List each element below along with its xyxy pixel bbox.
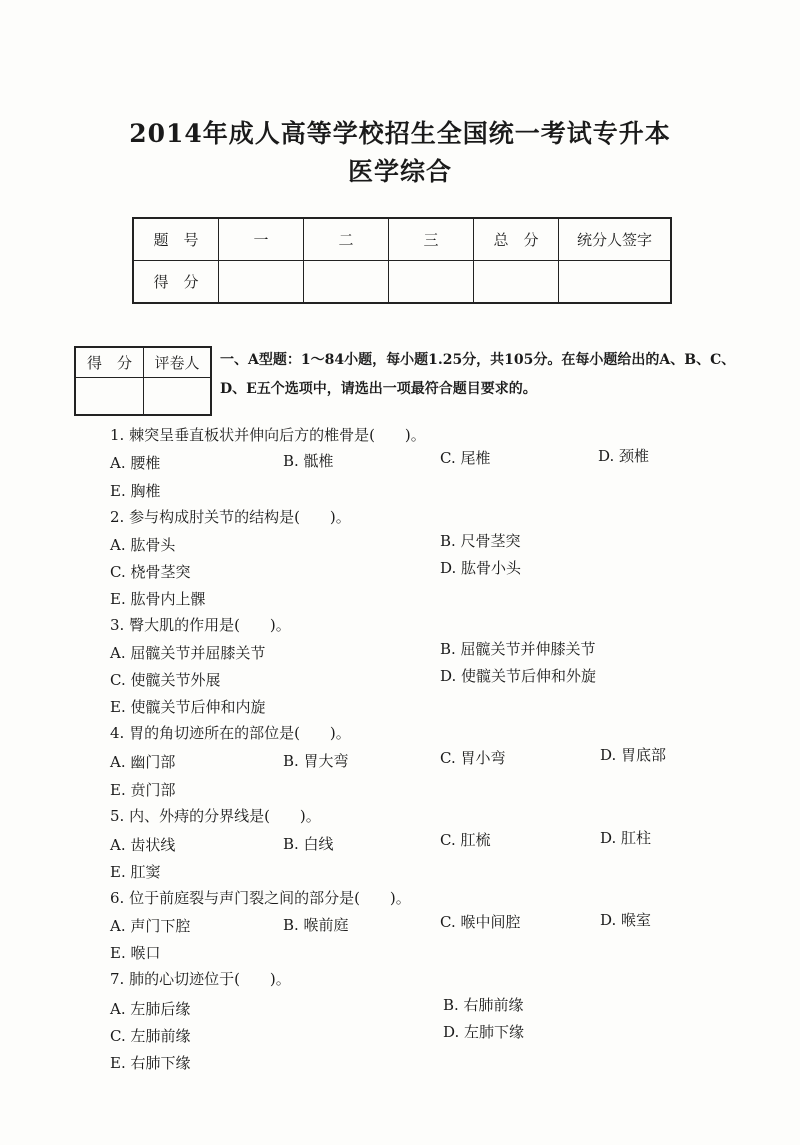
answer-option: B. 尺骨茎突: [440, 532, 521, 550]
score-header-cell: 统分人签字: [559, 218, 672, 261]
answer-option: D. 喉室: [600, 911, 652, 929]
score-cell[interactable]: [559, 261, 672, 304]
question-stem: 1. 棘突呈垂直板状并伸向后方的椎骨是( )。: [110, 426, 426, 444]
answer-option: C. 使髋关节外展: [110, 671, 221, 689]
answer-option: B. 白线: [283, 835, 334, 853]
answer-option: C. 肛梳: [440, 831, 491, 849]
answer-option: E. 喉口: [110, 944, 161, 962]
answer-option: A. 幽门部: [110, 753, 176, 771]
answer-option: A. 左肺后缘: [110, 1000, 191, 1018]
score-header-cell: 二: [304, 218, 389, 261]
answer-option: A. 肱骨头: [110, 536, 176, 554]
question-stem: 7. 肺的心切迹位于( )。: [110, 970, 291, 988]
score-table-header-row: [133, 218, 671, 261]
grader-score-cell[interactable]: [75, 378, 144, 416]
answer-option: D. 肱骨小头: [440, 559, 522, 577]
score-header-cell: 三: [389, 218, 474, 261]
grader-score-label: 得 分: [75, 347, 144, 378]
exam-title: 2014年成人高等学校招生全国统一考试专升本: [129, 119, 671, 148]
score-table-score-row: [133, 261, 671, 304]
exam-subject: 医学综合: [347, 157, 452, 186]
answer-option: C. 桡骨茎突: [110, 563, 191, 581]
answer-option: B. 右肺前缘: [443, 996, 524, 1014]
section-instructions: 一、A型题：1～84小题，每小题1.25分，共105分。在每小题给出的A、B、C、D、E五个选项中，请选出一项最符合题目要求的。: [220, 352, 736, 397]
question-stem: 5. 内、外痔的分界线是( )。: [110, 807, 321, 825]
score-header-cell: 一: [219, 218, 304, 261]
answer-option: C. 左肺前缘: [110, 1027, 191, 1045]
score-header-cell: 总 分: [474, 218, 559, 261]
answer-option: B. 骶椎: [283, 452, 334, 470]
question-stem: 3. 臀大肌的作用是( )。: [110, 616, 291, 634]
answer-option: B. 屈髋关节并伸膝关节: [440, 640, 596, 658]
answer-option: E. 肱骨内上髁: [110, 590, 206, 608]
answer-option: E. 胸椎: [110, 482, 161, 500]
question-stem: 2. 参与构成肘关节的结构是( )。: [110, 508, 351, 526]
answer-option: C. 胃小弯: [440, 749, 506, 767]
grader-name-cell[interactable]: [144, 378, 212, 416]
answer-option: A. 声门下腔: [110, 917, 191, 935]
score-cell[interactable]: [304, 261, 389, 304]
grader-table: [74, 346, 212, 416]
answer-option: C. 尾椎: [440, 449, 491, 467]
answer-option: D. 胃底部: [600, 746, 667, 764]
answer-option: B. 喉前庭: [283, 916, 349, 934]
answer-option: E. 使髋关节后伸和内旋: [110, 698, 266, 716]
answer-option: E. 肛窦: [110, 863, 161, 881]
answer-option: E. 贲门部: [110, 781, 176, 799]
answer-option: E. 右肺下缘: [110, 1054, 191, 1072]
score-cell[interactable]: [474, 261, 559, 304]
answer-option: D. 肛柱: [600, 829, 652, 847]
question-stem: 6. 位于前庭裂与声门裂之间的部分是( )。: [110, 889, 411, 907]
answer-option: D. 使髋关节后伸和外旋: [440, 667, 597, 685]
answer-option: D. 颈椎: [598, 447, 650, 465]
score-cell[interactable]: [389, 261, 474, 304]
answer-option: B. 胃大弯: [283, 752, 349, 770]
answer-option: D. 左肺下缘: [443, 1023, 525, 1041]
score-row-label: 得 分: [133, 261, 219, 304]
question-stem: 4. 胃的角切迹所在的部位是( )。: [110, 724, 351, 742]
score-cell[interactable]: [219, 261, 304, 304]
score-table: [132, 217, 672, 304]
score-header-cell: 题 号: [133, 218, 219, 261]
answer-option: A. 齿状线: [110, 836, 176, 854]
answer-option: A. 腰椎: [110, 454, 161, 472]
answer-option: A. 屈髋关节并屈膝关节: [110, 644, 266, 662]
answer-option: C. 喉中间腔: [440, 913, 521, 931]
grader-label: 评卷人: [144, 347, 212, 378]
